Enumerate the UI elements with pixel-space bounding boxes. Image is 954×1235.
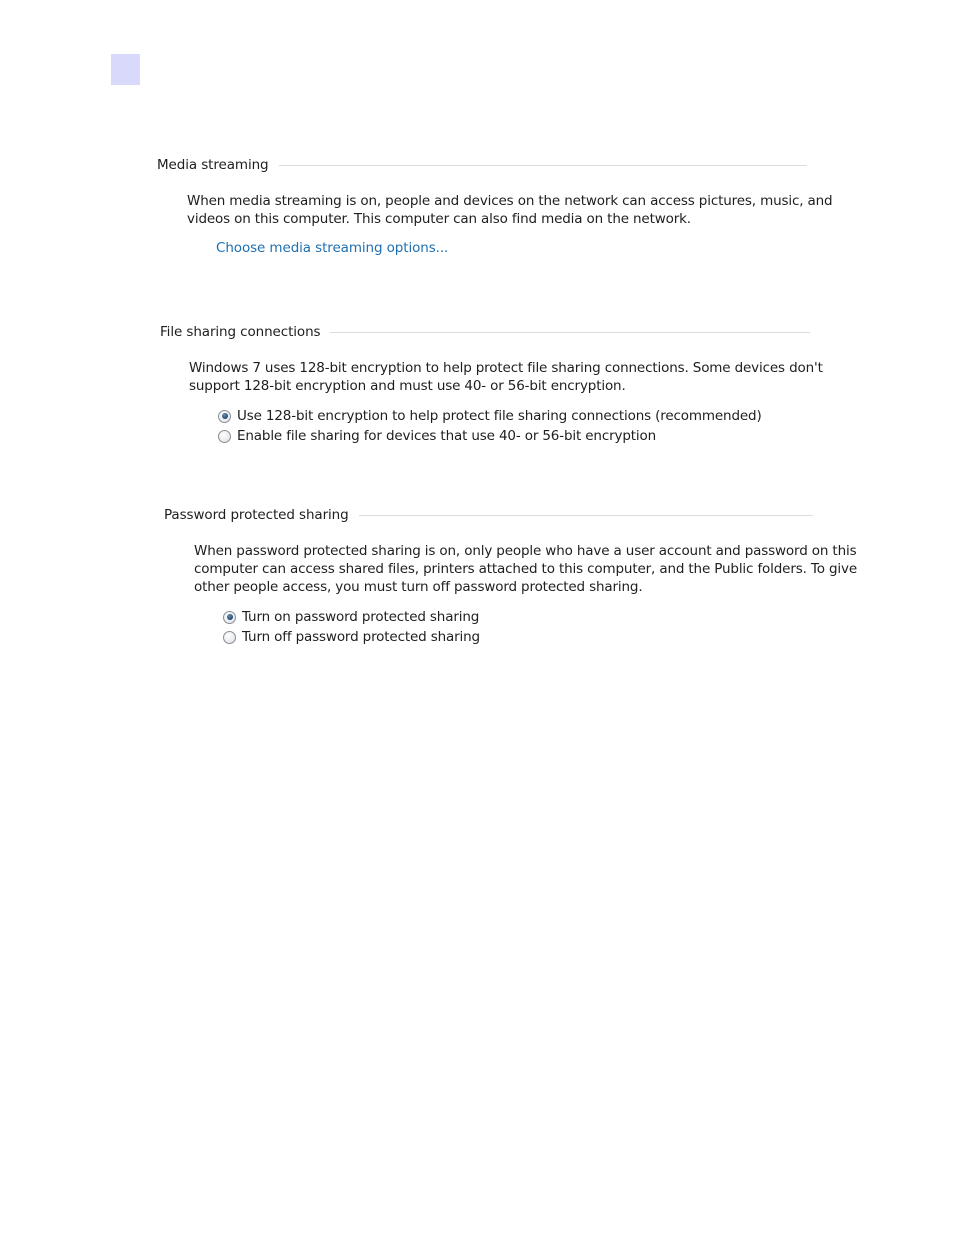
turn-off-password-sharing-radio-option[interactable] [223,627,480,647]
radio-selected-icon[interactable] [218,410,231,423]
description-line: computer can access shared files, printers attached to this computer, and the Public folders. To give [194,561,857,577]
radio-label[interactable]: Turn on password protected sharing [242,609,480,625]
description-line: Windows 7 uses 128-bit encryption to help protect file sharing connections. Some devices don't [189,360,823,376]
description-line: support 128-bit encryption and must use 40- or 56-bit encryption. [189,378,626,394]
radio-unselected-icon[interactable] [218,430,231,443]
corner-marker [111,54,140,85]
description-line: other people access, you must turn off password protected sharing. [194,579,643,595]
radio-label[interactable]: Use 128-bit encryption to help protect file sharing connections (recommended) [237,408,762,424]
password-sharing-description [194,542,857,596]
description-line: When password protected sharing is on, only people who have a user account and password on this [194,543,857,559]
choose-media-streaming-options-link[interactable]: Choose media streaming options... [216,240,449,256]
description-line: videos on this computer. This computer can also find media on the network. [187,211,691,227]
password-sharing-section [164,505,813,525]
file-sharing-section [160,322,810,342]
section-divider [279,165,807,166]
radio-label[interactable]: Enable file sharing for devices that use 40- or 56-bit encryption [237,428,657,444]
section-divider [359,515,813,516]
turn-on-password-sharing-radio-option[interactable] [223,607,479,627]
media-streaming-header [157,155,807,175]
radio-selected-icon[interactable] [223,611,236,624]
radio-label[interactable]: Turn off password protected sharing [242,629,480,645]
description-line: When media streaming is on, people and devices on the network can access pictures, music, and [187,193,833,209]
file-sharing-header [160,322,810,342]
file-sharing-description [189,359,823,395]
media-streaming-section [157,155,807,175]
media-streaming-title: Media streaming [157,157,269,173]
password-sharing-header [164,505,813,525]
password-sharing-title: Password protected sharing [164,507,349,523]
file-sharing-title: File sharing connections [160,324,321,340]
radio-unselected-icon[interactable] [223,631,236,644]
media-streaming-description [187,192,832,228]
encryption-128-radio-option[interactable] [218,406,762,426]
section-divider [330,332,810,333]
encryption-40-56-radio-option[interactable] [218,426,656,446]
